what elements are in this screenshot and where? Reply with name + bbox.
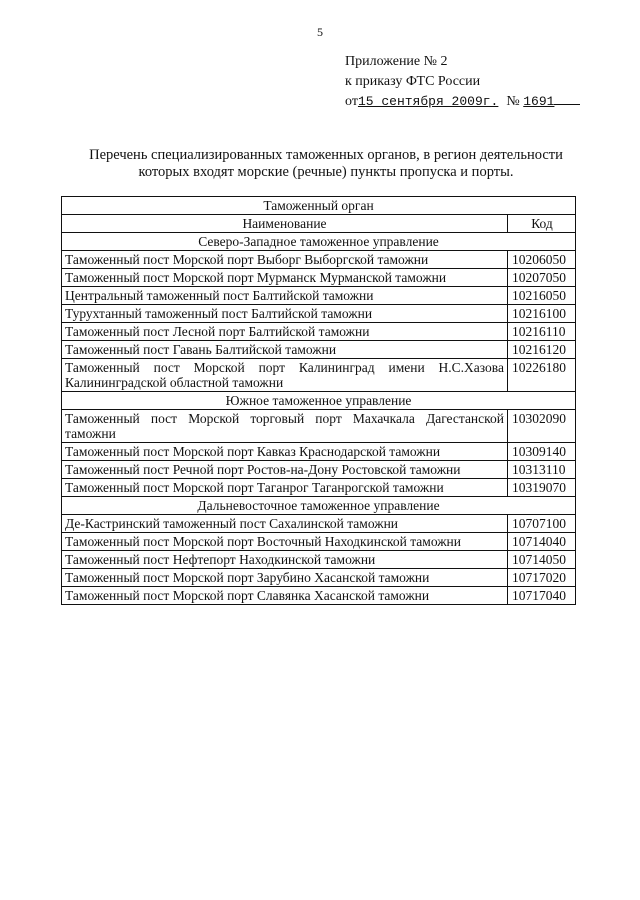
appendix-block	[345, 52, 580, 112]
customs-office-name: Таможенный пост Речной порт Ростов-на-Дону Ростовской таможни	[62, 461, 508, 479]
section-header-row	[62, 392, 576, 410]
customs-office-name: Таможенный пост Морской порт Калининград имени Н.С.Хазова Калининградской областной таможни	[62, 359, 508, 392]
customs-office-code: 10707100	[508, 515, 576, 533]
underline-trail	[554, 92, 580, 105]
customs-office-code: 10717040	[508, 587, 576, 605]
document-title	[40, 147, 612, 181]
customs-office-code: 10309140	[508, 443, 576, 461]
customs-office-code: 10226180	[508, 359, 576, 392]
customs-office-name: Таможенный пост Морской порт Таганрог Таганрогской таможни	[62, 479, 508, 497]
table-group-header-row	[62, 197, 576, 215]
table-row	[62, 410, 576, 443]
section-title: Дальневосточное таможенное управление	[62, 497, 576, 515]
customs-office-code: 10216050	[508, 287, 576, 305]
table-row	[62, 587, 576, 605]
section-header-row	[62, 497, 576, 515]
customs-office-name: Таможенный пост Лесной порт Балтийской таможни	[62, 323, 508, 341]
title-line-1: Перечень специализированных таможенных органов, в регион деятельности	[89, 147, 563, 163]
table-row	[62, 551, 576, 569]
table-row	[62, 305, 576, 323]
customs-office-code: 10319070	[508, 479, 576, 497]
appendix-order-ref: к приказу ФТС России	[345, 74, 481, 89]
page-number: 5	[317, 25, 323, 39]
customs-office-name: Центральный таможенный пост Балтийской таможни	[62, 287, 508, 305]
table-row	[62, 341, 576, 359]
customs-office-name: Турухтанный таможенный пост Балтийской таможни	[62, 305, 508, 323]
table-row	[62, 443, 576, 461]
table-column-header-row	[62, 215, 576, 233]
from-label: от	[345, 94, 358, 109]
customs-office-name: Таможенный пост Морской порт Зарубино Хасанской таможни	[62, 569, 508, 587]
column-header-code: Код	[508, 215, 576, 233]
title-line-2: которых входят морские (речные) пункты пропуска и порты.	[138, 164, 514, 180]
table-row	[62, 251, 576, 269]
table-row	[62, 515, 576, 533]
order-number: 1691	[523, 94, 555, 109]
table-row	[62, 359, 576, 392]
customs-office-name: Таможенный пост Морской порт Восточный Находкинской таможни	[62, 533, 508, 551]
customs-office-code: 10313110	[508, 461, 576, 479]
number-label: №	[506, 94, 520, 109]
order-date: 15 сентября 2009г.	[357, 94, 499, 109]
table-row	[62, 479, 576, 497]
table-row	[62, 533, 576, 551]
customs-office-code: 10207050	[508, 269, 576, 287]
column-header-name: Наименование	[62, 215, 508, 233]
table-row	[62, 569, 576, 587]
customs-offices-table	[61, 196, 576, 605]
table-row	[62, 287, 576, 305]
customs-office-code: 10216100	[508, 305, 576, 323]
appendix-title: Приложение № 2	[345, 54, 448, 69]
section-header-row	[62, 233, 576, 251]
table-row	[62, 461, 576, 479]
customs-office-code: 10302090	[508, 410, 576, 443]
appendix-date-line	[345, 92, 580, 112]
section-title: Северо-Западное таможенное управление	[62, 233, 576, 251]
customs-office-code: 10714050	[508, 551, 576, 569]
table-group-header: Таможенный орган	[62, 197, 576, 215]
customs-office-name: Таможенный пост Морской торговый порт Махачкала Дагестанской таможни	[62, 410, 508, 443]
customs-office-code: 10717020	[508, 569, 576, 587]
customs-office-name: Таможенный пост Нефтепорт Находкинской таможни	[62, 551, 508, 569]
customs-office-name: Таможенный пост Морской порт Кавказ Краснодарской таможни	[62, 443, 508, 461]
customs-office-code: 10714040	[508, 533, 576, 551]
customs-office-code: 10216110	[508, 323, 576, 341]
customs-office-name: Таможенный пост Морской порт Мурманск Мурманской таможни	[62, 269, 508, 287]
customs-office-code: 10206050	[508, 251, 576, 269]
section-title: Южное таможенное управление	[62, 392, 576, 410]
customs-office-name: Таможенный пост Морской порт Славянка Хасанской таможни	[62, 587, 508, 605]
customs-office-name: Де-Кастринский таможенный пост Сахалинской таможни	[62, 515, 508, 533]
customs-office-name: Таможенный пост Гавань Балтийской таможни	[62, 341, 508, 359]
table-row	[62, 269, 576, 287]
table-row	[62, 323, 576, 341]
customs-office-name: Таможенный пост Морской порт Выборг Выборгской таможни	[62, 251, 508, 269]
customs-office-code: 10216120	[508, 341, 576, 359]
